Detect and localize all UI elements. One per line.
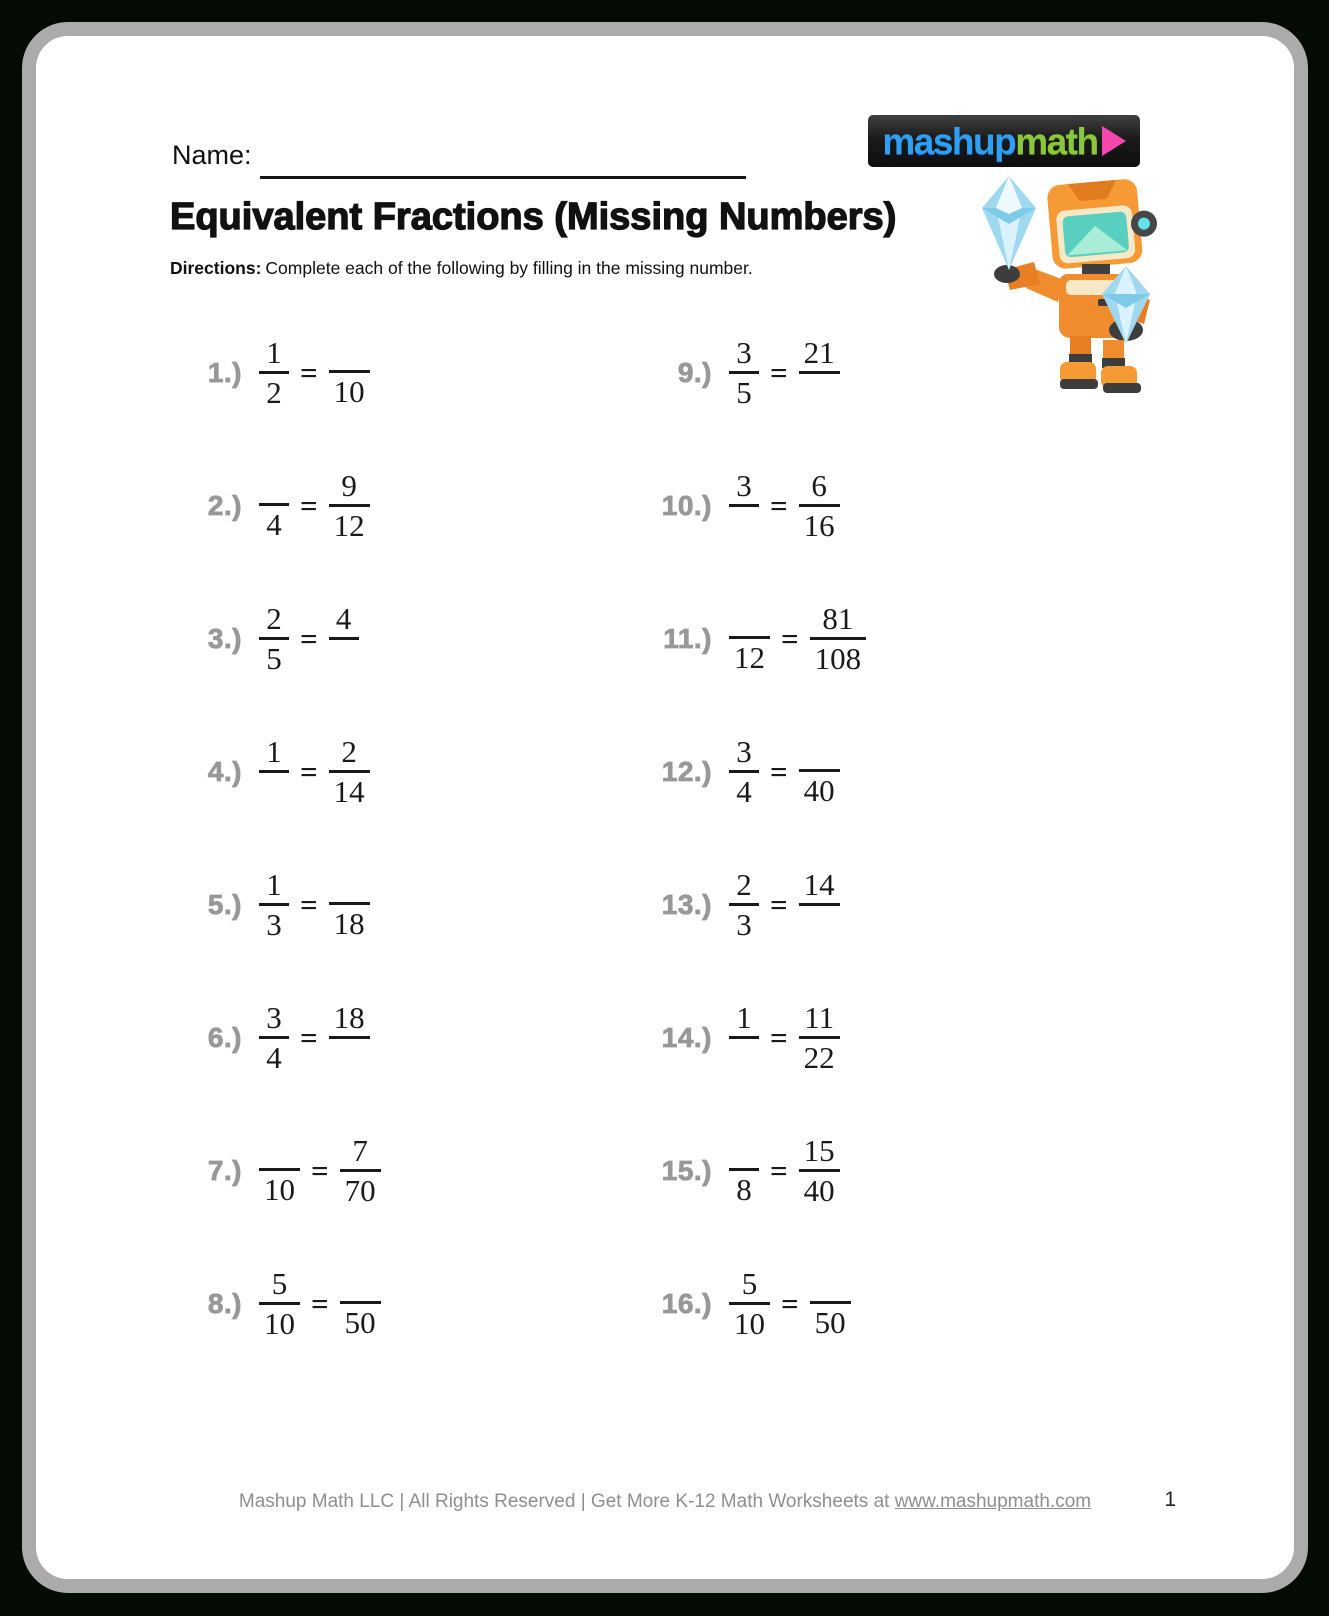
numerator: 5 (259, 1265, 300, 1305)
missing-denominator-blank (259, 773, 289, 810)
numerator: 18 (329, 999, 370, 1039)
denominator: 8 (736, 1171, 752, 1207)
fraction-right (329, 999, 370, 1076)
equation (729, 334, 840, 411)
numerator: 9 (329, 467, 370, 507)
problems-grid (170, 306, 1070, 1370)
denominator: 12 (333, 508, 365, 543)
numerator: 1 (729, 999, 759, 1039)
denominator: 18 (333, 905, 365, 941)
problem-number: 12.) (661, 755, 712, 787)
problem-number: 15.) (661, 1154, 712, 1186)
missing-numerator-blank (259, 469, 289, 506)
problem-8 (170, 1237, 640, 1370)
footer-link[interactable]: www.mashupmath.com (894, 1491, 1092, 1512)
equation (729, 1265, 851, 1342)
equation (259, 334, 370, 411)
logo-text-math: math (1015, 120, 1098, 162)
fraction-right (810, 600, 867, 677)
worksheet-page (22, 22, 1308, 1593)
missing-denominator-blank (329, 1039, 370, 1076)
denominator: 10 (264, 1171, 295, 1207)
directions-label: Directions: (170, 258, 262, 278)
fraction-right (329, 600, 359, 677)
denominator: 50 (344, 1304, 376, 1340)
equation (259, 866, 370, 943)
denominator: 14 (333, 774, 365, 809)
name-row (172, 140, 252, 171)
fraction-right (340, 1267, 381, 1341)
fraction-right (799, 467, 840, 544)
denominator: 40 (803, 772, 835, 808)
fraction-left (259, 999, 289, 1076)
numerator: 1 (259, 866, 289, 906)
fraction-right (799, 334, 840, 411)
fraction-left (259, 600, 289, 677)
denominator: 50 (814, 1304, 846, 1340)
problem-15 (640, 1104, 1070, 1237)
equals-sign: = (770, 753, 788, 789)
missing-denominator-blank (729, 1039, 759, 1076)
play-triangle-icon (1102, 126, 1126, 156)
numerator: 11 (799, 999, 840, 1039)
numerator: 3 (729, 467, 759, 507)
numerator: 2 (329, 733, 370, 773)
problem-16 (640, 1237, 1070, 1370)
fraction-right (799, 999, 840, 1076)
fraction-left (729, 866, 759, 943)
problem-6 (170, 971, 640, 1104)
numerator: 1 (259, 334, 289, 374)
problem-number: 5.) (207, 888, 242, 920)
fraction-left (729, 1265, 770, 1342)
problem-number: 3.) (207, 622, 242, 654)
fraction-right (810, 1267, 851, 1341)
denominator: 2 (266, 375, 282, 410)
fraction-left (259, 334, 289, 411)
denominator: 10 (734, 1306, 765, 1341)
equals-sign: = (770, 487, 788, 523)
fraction-left (259, 866, 289, 943)
equals-sign: = (300, 487, 318, 523)
equation (259, 1265, 381, 1342)
denominator: 12 (734, 639, 765, 675)
missing-denominator-blank (729, 507, 759, 544)
fraction-left (729, 1134, 759, 1208)
equation (729, 1132, 840, 1209)
footer-text: Mashup Math LLC | All Rights Reserved | Get More K-12 Math Worksheets at (238, 1491, 895, 1512)
equals-sign: = (770, 886, 788, 922)
problem-number: 6.) (207, 1021, 242, 1053)
robot-hand (994, 265, 1020, 283)
numerator: 6 (799, 467, 840, 507)
worksheet-title: Equivalent Fractions (Missing Numbers) (170, 196, 897, 238)
fraction-right (329, 336, 370, 410)
numerator: 7 (340, 1132, 381, 1172)
problem-1 (170, 306, 640, 439)
denominator: 16 (803, 508, 835, 543)
numerator: 14 (799, 866, 840, 906)
fraction-right (329, 467, 370, 544)
fraction-left (729, 733, 759, 810)
denominator: 5 (736, 375, 752, 410)
numerator: 2 (729, 866, 759, 906)
problem-10 (640, 439, 1070, 572)
problem-5 (170, 838, 640, 971)
numerator: 81 (810, 600, 867, 640)
numerator: 4 (329, 600, 359, 640)
missing-numerator-blank (329, 336, 370, 373)
missing-numerator-blank (340, 1267, 381, 1304)
denominator: 10 (264, 1306, 295, 1341)
equals-sign: = (781, 620, 799, 656)
logo-text-mashup: mashup (882, 120, 1016, 162)
problem-number: 10.) (661, 489, 712, 521)
fraction-right (799, 735, 840, 809)
missing-denominator-blank (329, 640, 359, 677)
directions (170, 258, 753, 279)
problem-13 (640, 838, 1070, 971)
problem-11 (640, 572, 1070, 705)
fraction-right (329, 868, 370, 942)
fraction-right (799, 866, 840, 943)
equals-sign: = (300, 753, 318, 789)
problem-number: 7.) (207, 1154, 242, 1186)
equation (729, 733, 840, 810)
numerator: 1 (259, 733, 289, 773)
equation (259, 467, 370, 544)
equation (729, 467, 840, 544)
fraction-left (259, 1265, 300, 1342)
numerator: 15 (799, 1132, 840, 1172)
missing-denominator-blank (799, 906, 840, 943)
missing-numerator-blank (729, 1134, 759, 1171)
page-number: 1 (1164, 1488, 1176, 1511)
equals-sign: = (311, 1152, 329, 1188)
equals-sign: = (770, 1152, 788, 1188)
denominator: 40 (803, 1173, 835, 1208)
problem-number: 11.) (663, 622, 712, 654)
equation (259, 1132, 381, 1209)
equals-sign: = (770, 354, 788, 390)
numerator: 3 (259, 999, 289, 1039)
missing-numerator-blank (329, 868, 370, 905)
fraction-right (799, 1132, 840, 1209)
fraction-right (329, 733, 370, 810)
denominator: 3 (266, 907, 282, 942)
equals-sign: = (781, 1285, 799, 1321)
equation (259, 600, 359, 677)
fraction-left (259, 733, 289, 810)
numerator: 2 (259, 600, 289, 640)
problem-number: 2.) (207, 489, 242, 521)
problem-number: 1.) (207, 356, 242, 388)
problem-9 (640, 306, 1070, 439)
denominator: 10 (333, 373, 365, 409)
denominator: 4 (266, 1040, 282, 1075)
problem-12 (640, 705, 1070, 838)
equation (729, 866, 840, 943)
fraction-left (729, 999, 759, 1076)
denominator: 22 (803, 1040, 835, 1075)
missing-denominator-blank (799, 374, 840, 411)
equals-sign: = (300, 354, 318, 390)
denominator: 70 (344, 1173, 376, 1208)
equation (729, 999, 840, 1076)
equals-sign: = (311, 1285, 329, 1321)
problem-3 (170, 572, 640, 705)
problem-number: 14.) (661, 1021, 712, 1053)
missing-numerator-blank (259, 1134, 300, 1171)
numerator: 5 (729, 1265, 770, 1305)
missing-numerator-blank (810, 1267, 851, 1304)
fraction-left (729, 602, 770, 676)
denominator: 3 (736, 907, 752, 942)
equals-sign: = (300, 620, 318, 656)
equals-sign: = (300, 886, 318, 922)
fraction-right (340, 1132, 381, 1209)
problem-number: 8.) (207, 1287, 242, 1319)
name-blank-line (260, 176, 746, 179)
missing-numerator-blank (729, 602, 770, 639)
footer (36, 1491, 1294, 1513)
problem-number: 13.) (661, 888, 712, 920)
denominator: 108 (814, 641, 862, 676)
numerator: 21 (799, 334, 840, 374)
equals-sign: = (300, 1019, 318, 1055)
mashupmath-logo (868, 115, 1140, 167)
fraction-left (729, 467, 759, 544)
denominator: 4 (736, 774, 752, 809)
fraction-left (259, 1134, 300, 1208)
problem-4 (170, 705, 640, 838)
problem-14 (640, 971, 1070, 1104)
denominator: 5 (266, 641, 282, 676)
equation (729, 600, 866, 677)
robot-head (1046, 177, 1160, 270)
problem-2 (170, 439, 640, 572)
equation (259, 733, 370, 810)
equals-sign: = (770, 1019, 788, 1055)
denominator: 4 (266, 506, 282, 542)
problem-number: 4.) (207, 755, 242, 787)
problem-7 (170, 1104, 640, 1237)
problem-number: 16.) (661, 1287, 712, 1319)
equation (259, 999, 370, 1076)
name-label: Name: (172, 140, 252, 170)
problem-number: 9.) (677, 356, 712, 388)
crystal-icon (982, 176, 1036, 270)
numerator: 3 (729, 733, 759, 773)
numerator: 3 (729, 334, 759, 374)
fraction-left (259, 469, 289, 543)
missing-numerator-blank (799, 735, 840, 772)
fraction-left (729, 334, 759, 411)
directions-text: Complete each of the following by filling in the missing number. (265, 258, 753, 278)
